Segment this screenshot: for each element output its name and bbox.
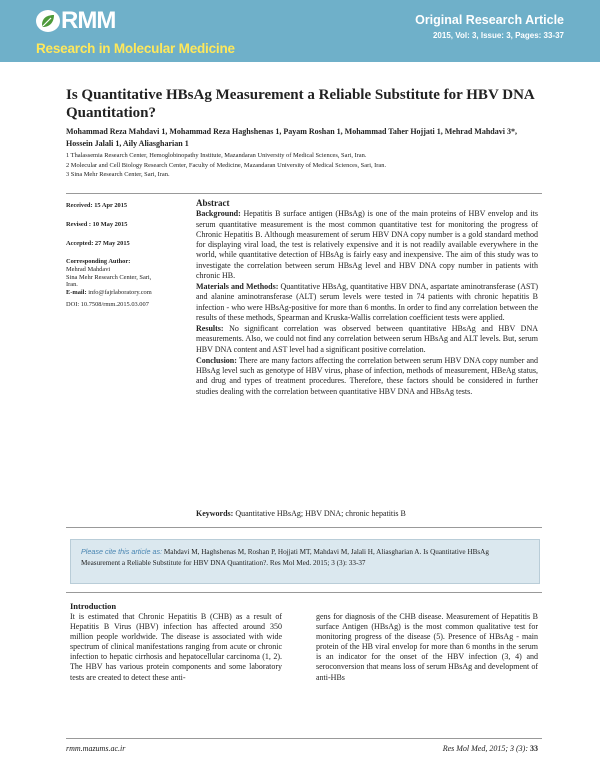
accepted-date: Accepted: 27 May 2015 [66, 240, 130, 247]
footer-citation: Res Mol Med, 2015; 3 (3): 33 [442, 744, 538, 753]
abstract-background: Background: Hepatitis B surface antigen (HBsAg) is one of the main proteins of HBV envelop and its serum quantitative measurement is the most common quantitative test for monitoring the progress of Chronic Hepatitis B. Although measurement of serum HBV DNA copy number is a gold standard method for displaying viral load, the test is relatively expensive and it is not readily available everywhere in the world, while quantitative detection of HBsAg is fairly easy and inexpensive. The aim of this study was to investigate the correlation between serum HBsAg level and HBV DNA copy number in patients with chronic HB. [196, 209, 538, 280]
affiliations [66, 152, 546, 181]
abstract-methods: Materials and Methods: Quantitative HBsAg, quantitative HBV DNA, aspartate aminotransferase (AST) and alanine aminotransferase (ALT) serum levels were tested in 74 patients with chronic hepatitis B infection - who were HBsAg-positive for more than 6 months. In order to find any correlation between the results of these methods, Spearman and Kruska-Wallis correlation coefficient tests were applied. [196, 282, 538, 322]
citation-text: Mahdavi M, Haghshenas M, Roshan P, Hojjati MT, Mahdavi M, Jalali H, Aliasgharian A. Is Quantitative HBsAg Measurement a Reliable Substitute for HBV DNA Quantitation?. Res Mol Med. 2015; 3 (3): 33-37 [81, 548, 489, 567]
doi[interactable]: DOI: 10.7508/rmm.2015.03.007 [66, 301, 149, 308]
citation-label: Please cite this article as: [81, 547, 163, 556]
abstract [196, 198, 538, 398]
abstract-divider [66, 527, 542, 528]
email-link[interactable]: info@fajrlaboratory.com [88, 289, 152, 297]
journal-name: Research in Molecular Medicine [36, 41, 235, 56]
article-type: Original Research Article [415, 13, 564, 27]
abstract-results: Results: No significant correlation was observed between quantitative HBsAg and HBV DNA measurements. Also, we could not find any correlation between serum HBsAg and ALT levels. But, serum HBV DNA content and AST level had a significant positive correlation. [196, 324, 539, 354]
abstract-heading: Abstract [196, 198, 230, 208]
article-title: Is Quantitative HBsAg Measurement a Reliable Substitute for HBV DNA Quantitation? [66, 87, 534, 121]
intro-column-left: It is estimated that Chronic Hepatitis B (CHB) as a result of Hepatitis B Virus (HBV) infection has affected around 350 million people worldwide. The disease is associated with wide spectrum of clinical manifestations ranging from acute or chronic infection to hepatic cirrhosis and hepatocellular carcinoma (1, 2). The HBV has various protein components and some laboratory tests are created to detect these anti- [70, 612, 282, 682]
journal-logo [36, 8, 115, 34]
affiliation-1: 1 Thalassemia Research Center, Hemoglobinopathy Institute, Mazandaran University of Medical Sciences, Sari, Iran. [66, 152, 367, 159]
affiliation-2: 2 Molecular and Cell Biology Research Center, Faculty of Medicine, Mazandaran University of Medical Sciences, Sari, Iran. [66, 161, 387, 169]
introduction-heading: Introduction [70, 601, 117, 611]
author-list: Mohammad Reza Mahdavi 1, Mohammad Reza Haghshenas 1, Payam Roshan 1, Mohammad Taher Hojjati 1, Mehrad Mahdavi 3*, Hossein Jalali 1, Aily Aliasgharian 1 [66, 127, 517, 148]
corresponding-author: Corresponding Author: Mehrad Mahdavi Sina Mehr Research Center, Sari, Iran. E-mail: info@fajrlaboratory.com [66, 258, 152, 297]
issue-info: 2015, Vol: 3, Issue: 3, Pages: 33-37 [432, 31, 564, 40]
logo-text: RMM [61, 7, 116, 34]
revised-date: Revised : 10 May 2015 [66, 221, 128, 228]
footer-url[interactable]: rmm.mazums.ac.ir [66, 744, 126, 753]
page-number: 33 [530, 744, 538, 753]
citation-divider [66, 592, 542, 593]
affiliation-3: 3 Sina Mehr Research Center, Sari, Iran. [66, 171, 170, 178]
abstract-conclusion: Conclusion: There are many factors affecting the correlation between serum HBV DNA copy number and HBsAg level such as genotype of HBV virus, phase of infection, methods of measurement, HBeAg status, and drug and types of treatment procedures. Therefore, these factors should be considered in further studies dealing with the correlation between quantitative HBV DNA and HBsAg tests. [196, 355, 539, 396]
received-date: Received: 15 Apr 2015 [66, 202, 128, 209]
header-divider [66, 193, 542, 194]
citation-box [70, 539, 540, 584]
keywords: Keywords: Quantitative HBsAg; HBV DNA; chronic hepatitis B [196, 509, 406, 518]
intro-column-right: gens for diagnosis of the CHB disease. Measurement of Hepatitis B surface Antigen (HBsAg) is the most common qualitative test for monitoring progress of the disease (5). Presence of HBsAg - main protein of the HB viral envelop for more than 6 months in the serum is an indicator for the onset of the HBV infection (3, 4) and seroconversion that means loss of serum HBsAg and development of anti-HBs [316, 612, 538, 682]
logo-leaf-icon [36, 10, 60, 32]
footer-divider [66, 738, 542, 739]
